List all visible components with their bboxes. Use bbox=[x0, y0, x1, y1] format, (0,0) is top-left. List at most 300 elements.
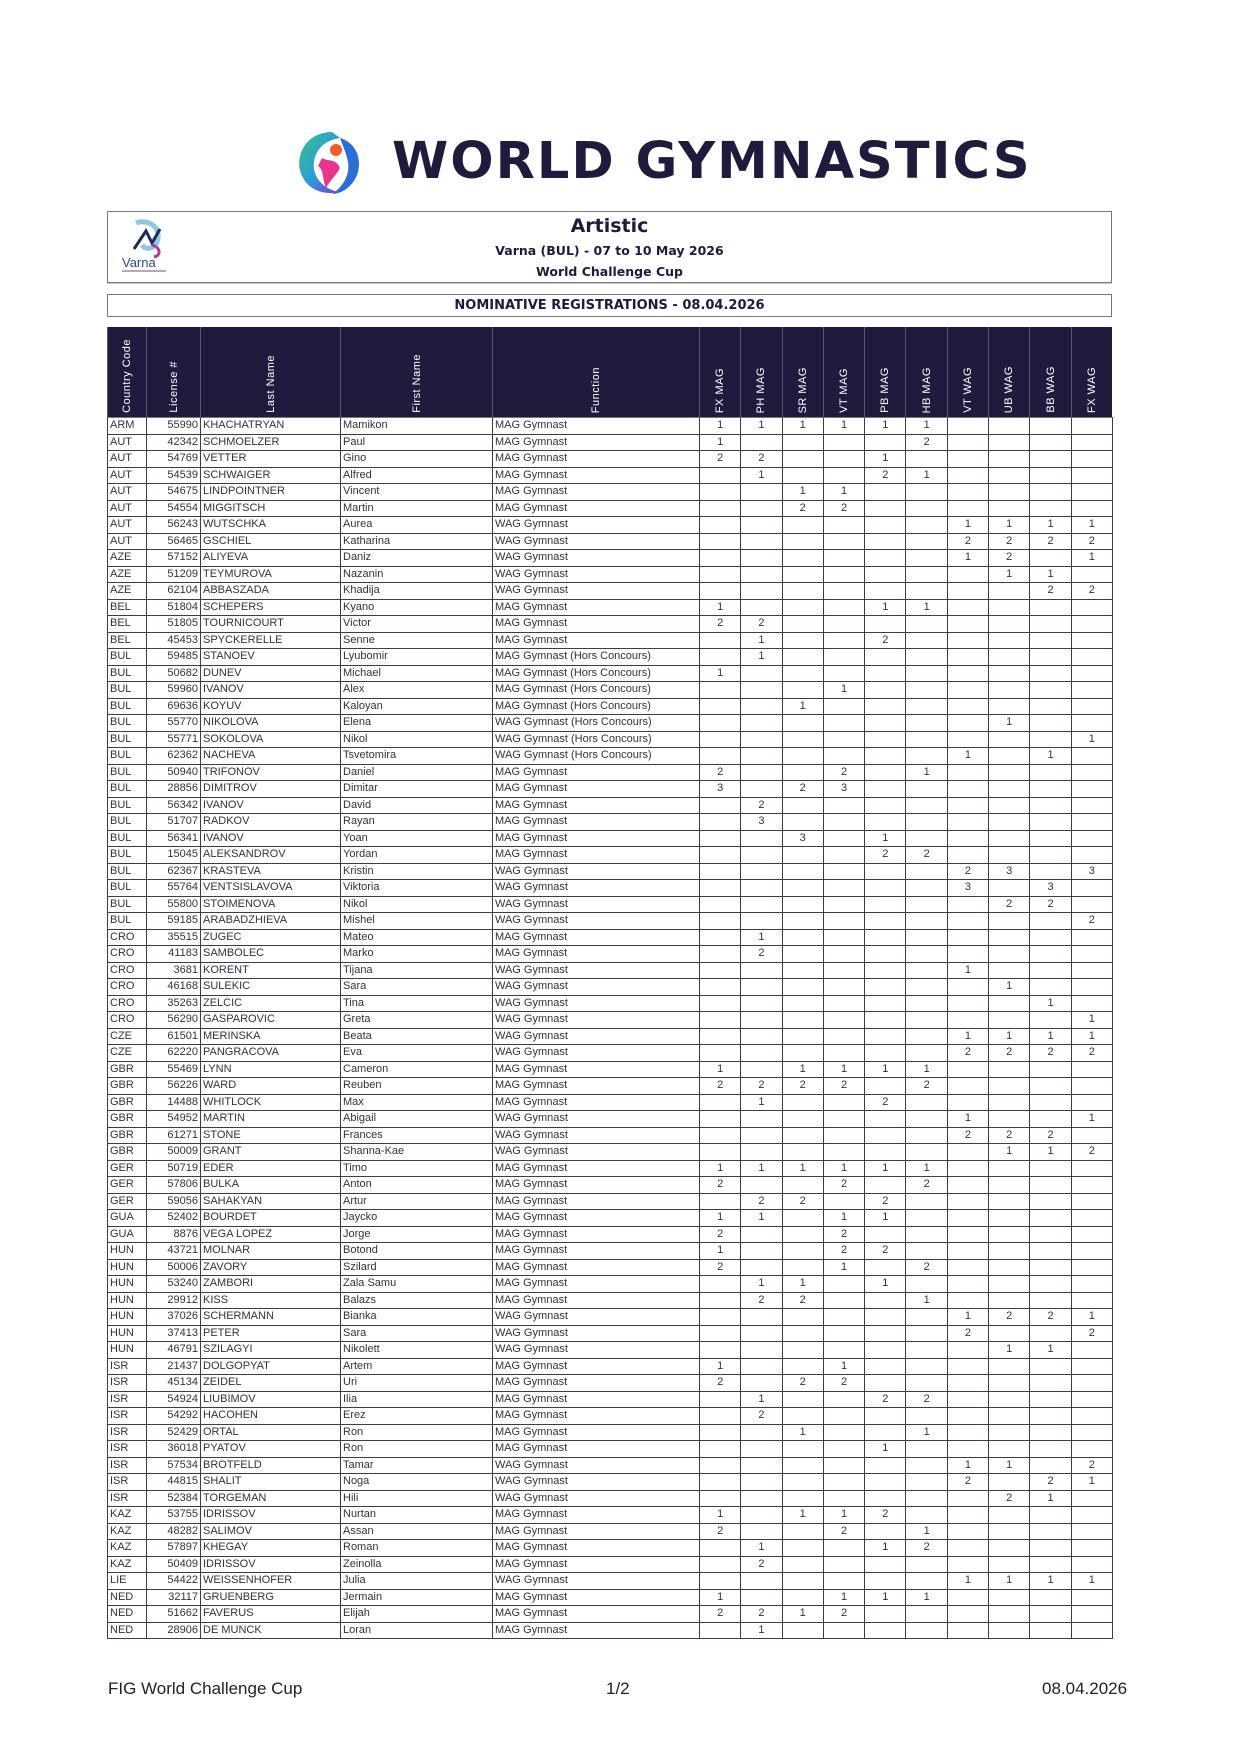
vt-wag-cell bbox=[947, 1342, 988, 1359]
fx-wag-cell: 1 bbox=[1071, 1309, 1112, 1326]
table-row bbox=[108, 632, 1113, 649]
ub-wag-cell bbox=[989, 1276, 1030, 1293]
column-header-label: UB WAG bbox=[1003, 365, 1016, 413]
country-code-cell: HUN bbox=[108, 1309, 147, 1326]
vt-wag-cell: 1 bbox=[947, 517, 988, 534]
license-cell: 53755 bbox=[147, 1507, 201, 1524]
ub-wag-cell bbox=[989, 682, 1030, 699]
fx-mag-cell: 1 bbox=[700, 1243, 741, 1260]
first-name-cell: Hili bbox=[341, 1490, 493, 1507]
vt-mag-cell: 1 bbox=[823, 1507, 864, 1524]
function-cell: MAG Gymnast bbox=[493, 1391, 700, 1408]
table-row bbox=[108, 682, 1113, 699]
ub-wag-cell bbox=[989, 434, 1030, 451]
function-cell: WAG Gymnast bbox=[493, 1309, 700, 1326]
function-cell: WAG Gymnast bbox=[493, 1045, 700, 1062]
vt-mag-cell bbox=[823, 1111, 864, 1128]
table-row bbox=[108, 830, 1113, 847]
license-cell: 8876 bbox=[147, 1226, 201, 1243]
last-name-cell: PETER bbox=[201, 1325, 341, 1342]
fx-mag-cell: 2 bbox=[700, 1177, 741, 1194]
column-header-label: Function bbox=[590, 366, 602, 413]
ub-wag-cell: 2 bbox=[989, 1490, 1030, 1507]
country-code-cell: GUA bbox=[108, 1210, 147, 1227]
last-name-cell: SHALIT bbox=[201, 1474, 341, 1491]
country-code-cell: GBR bbox=[108, 1127, 147, 1144]
license-cell: 54769 bbox=[147, 451, 201, 468]
column-header-label: FX WAG bbox=[1086, 367, 1099, 413]
last-name-cell: ARABADZHIEVA bbox=[201, 913, 341, 930]
country-code-cell: GER bbox=[108, 1193, 147, 1210]
first-name-cell: Senne bbox=[341, 632, 493, 649]
fx-wag-cell: 2 bbox=[1071, 1325, 1112, 1342]
column-header-country-code bbox=[108, 327, 147, 418]
sr-mag-cell bbox=[782, 1342, 823, 1359]
page-number: 1/2 bbox=[606, 1679, 630, 1698]
sr-mag-cell bbox=[782, 814, 823, 831]
license-cell: 36018 bbox=[147, 1441, 201, 1458]
pb-mag-cell bbox=[865, 616, 906, 633]
ub-wag-cell bbox=[989, 649, 1030, 666]
pb-mag-cell bbox=[865, 1474, 906, 1491]
function-cell: WAG Gymnast (Hors Concours) bbox=[493, 748, 700, 765]
ph-mag-cell bbox=[741, 1226, 782, 1243]
first-name-cell: Kristin bbox=[341, 863, 493, 880]
ph-mag-cell bbox=[741, 1490, 782, 1507]
vt-mag-cell bbox=[823, 451, 864, 468]
column-header-label: BB WAG bbox=[1044, 366, 1057, 413]
last-name-cell: NACHEVA bbox=[201, 748, 341, 765]
first-name-cell: Paul bbox=[341, 434, 493, 451]
fx-wag-cell bbox=[1071, 1177, 1112, 1194]
bb-wag-cell: 2 bbox=[1030, 1309, 1071, 1326]
last-name-cell: ABBASZADA bbox=[201, 583, 341, 600]
fx-mag-cell bbox=[700, 1144, 741, 1161]
license-cell: 50409 bbox=[147, 1556, 201, 1573]
ub-wag-cell: 1 bbox=[989, 1342, 1030, 1359]
hb-mag-cell: 1 bbox=[906, 1523, 947, 1540]
table-row bbox=[108, 616, 1113, 633]
pb-mag-cell: 1 bbox=[865, 599, 906, 616]
vt-mag-cell bbox=[823, 1556, 864, 1573]
hb-mag-cell: 1 bbox=[906, 599, 947, 616]
column-header-fx-mag bbox=[700, 327, 741, 418]
sr-mag-cell bbox=[782, 1523, 823, 1540]
last-name-cell: MIGGITSCH bbox=[201, 500, 341, 517]
country-code-cell: BUL bbox=[108, 731, 147, 748]
fx-mag-cell bbox=[700, 533, 741, 550]
last-name-cell: GRUENBERG bbox=[201, 1589, 341, 1606]
country-code-cell: GER bbox=[108, 1177, 147, 1194]
fx-mag-cell bbox=[700, 1094, 741, 1111]
license-cell: 37413 bbox=[147, 1325, 201, 1342]
ph-mag-cell bbox=[741, 847, 782, 864]
function-cell: WAG Gymnast bbox=[493, 863, 700, 880]
hb-mag-cell bbox=[906, 517, 947, 534]
function-cell: MAG Gymnast bbox=[493, 764, 700, 781]
table-row bbox=[108, 1210, 1113, 1227]
vt-mag-cell bbox=[823, 1457, 864, 1474]
country-code-cell: GBR bbox=[108, 1094, 147, 1111]
function-cell: WAG Gymnast bbox=[493, 1325, 700, 1342]
vt-wag-cell bbox=[947, 1160, 988, 1177]
ph-mag-cell bbox=[741, 1441, 782, 1458]
fx-wag-cell bbox=[1071, 814, 1112, 831]
hb-mag-cell bbox=[906, 533, 947, 550]
table-row bbox=[108, 418, 1113, 435]
fx-mag-cell: 3 bbox=[700, 781, 741, 798]
sr-mag-cell bbox=[782, 1573, 823, 1590]
vt-wag-cell bbox=[947, 1061, 988, 1078]
country-code-cell: CRO bbox=[108, 979, 147, 996]
vt-wag-cell bbox=[947, 929, 988, 946]
table-row bbox=[108, 1193, 1113, 1210]
vt-mag-cell bbox=[823, 1540, 864, 1557]
vt-mag-cell bbox=[823, 1292, 864, 1309]
country-code-cell: BUL bbox=[108, 814, 147, 831]
vt-mag-cell: 2 bbox=[823, 764, 864, 781]
vt-mag-cell bbox=[823, 1408, 864, 1425]
brand-name: WORLD GYMNASTICS bbox=[392, 132, 1032, 191]
table-row bbox=[108, 1028, 1113, 1045]
column-header-label: FX MAG bbox=[714, 367, 727, 413]
fx-mag-cell bbox=[700, 1573, 741, 1590]
hb-mag-cell bbox=[906, 896, 947, 913]
vt-wag-cell bbox=[947, 781, 988, 798]
last-name-cell: TOURNICOURT bbox=[201, 616, 341, 633]
fx-wag-cell bbox=[1071, 748, 1112, 765]
bb-wag-cell: 1 bbox=[1030, 517, 1071, 534]
sr-mag-cell: 2 bbox=[782, 1292, 823, 1309]
ub-wag-cell bbox=[989, 995, 1030, 1012]
bb-wag-cell bbox=[1030, 731, 1071, 748]
ph-mag-cell: 2 bbox=[741, 451, 782, 468]
function-cell: MAG Gymnast bbox=[493, 1193, 700, 1210]
country-code-cell: NED bbox=[108, 1622, 147, 1639]
function-cell: MAG Gymnast bbox=[493, 1589, 700, 1606]
vt-wag-cell bbox=[947, 1391, 988, 1408]
fx-wag-cell bbox=[1071, 500, 1112, 517]
sr-mag-cell bbox=[782, 1094, 823, 1111]
vt-wag-cell bbox=[947, 946, 988, 963]
ub-wag-cell bbox=[989, 1292, 1030, 1309]
sr-mag-cell: 1 bbox=[782, 1507, 823, 1524]
bb-wag-cell bbox=[1030, 500, 1071, 517]
pb-mag-cell bbox=[865, 1490, 906, 1507]
bb-wag-cell: 1 bbox=[1030, 1144, 1071, 1161]
table-row bbox=[108, 1375, 1113, 1392]
vt-mag-cell: 2 bbox=[823, 1243, 864, 1260]
ub-wag-cell bbox=[989, 1012, 1030, 1029]
last-name-cell: GASPAROVIC bbox=[201, 1012, 341, 1029]
bb-wag-cell bbox=[1030, 781, 1071, 798]
table-row bbox=[108, 748, 1113, 765]
country-code-cell: ISR bbox=[108, 1490, 147, 1507]
vt-wag-cell: 2 bbox=[947, 863, 988, 880]
vt-mag-cell bbox=[823, 533, 864, 550]
fx-mag-cell bbox=[700, 1556, 741, 1573]
license-cell: 56341 bbox=[147, 830, 201, 847]
sr-mag-cell bbox=[782, 1474, 823, 1491]
license-cell: 50719 bbox=[147, 1160, 201, 1177]
hb-mag-cell: 2 bbox=[906, 1391, 947, 1408]
function-cell: MAG Gymnast bbox=[493, 830, 700, 847]
ub-wag-cell bbox=[989, 1160, 1030, 1177]
hb-mag-cell bbox=[906, 451, 947, 468]
table-row bbox=[108, 1391, 1113, 1408]
column-header-label: VT MAG bbox=[838, 368, 851, 413]
vt-mag-cell bbox=[823, 434, 864, 451]
hb-mag-cell bbox=[906, 698, 947, 715]
fx-wag-cell bbox=[1071, 1259, 1112, 1276]
first-name-cell: Alfred bbox=[341, 467, 493, 484]
bb-wag-cell bbox=[1030, 434, 1071, 451]
license-cell: 56290 bbox=[147, 1012, 201, 1029]
bb-wag-cell bbox=[1030, 797, 1071, 814]
first-name-cell: Tina bbox=[341, 995, 493, 1012]
column-header-label: SR MAG bbox=[796, 366, 809, 413]
ph-mag-cell: 1 bbox=[741, 467, 782, 484]
country-code-cell: CRO bbox=[108, 929, 147, 946]
pb-mag-cell bbox=[865, 682, 906, 699]
ph-mag-cell: 2 bbox=[741, 616, 782, 633]
hb-mag-cell bbox=[906, 583, 947, 600]
country-code-cell: BUL bbox=[108, 847, 147, 864]
document-title: NOMINATIVE REGISTRATIONS - 08.04.2026 bbox=[107, 294, 1112, 317]
ub-wag-cell: 3 bbox=[989, 863, 1030, 880]
vt-mag-cell: 2 bbox=[823, 1375, 864, 1392]
fx-wag-cell bbox=[1071, 1243, 1112, 1260]
fx-wag-cell bbox=[1071, 995, 1112, 1012]
ub-wag-cell bbox=[989, 632, 1030, 649]
function-cell: MAG Gymnast bbox=[493, 1177, 700, 1194]
ub-wag-cell bbox=[989, 451, 1030, 468]
vt-wag-cell bbox=[947, 451, 988, 468]
fx-mag-cell bbox=[700, 1045, 741, 1062]
first-name-cell: Nikolett bbox=[341, 1342, 493, 1359]
fx-wag-cell bbox=[1071, 632, 1112, 649]
table-row bbox=[108, 880, 1113, 897]
fx-mag-cell bbox=[700, 550, 741, 567]
license-cell: 54952 bbox=[147, 1111, 201, 1128]
bb-wag-cell bbox=[1030, 1061, 1071, 1078]
hb-mag-cell: 1 bbox=[906, 764, 947, 781]
fx-wag-cell bbox=[1071, 566, 1112, 583]
function-cell: MAG Gymnast bbox=[493, 1243, 700, 1260]
pb-mag-cell bbox=[865, 715, 906, 732]
hb-mag-cell bbox=[906, 484, 947, 501]
bb-wag-cell: 1 bbox=[1030, 1573, 1071, 1590]
fx-wag-cell bbox=[1071, 616, 1112, 633]
vt-wag-cell bbox=[947, 632, 988, 649]
hb-mag-cell bbox=[906, 962, 947, 979]
hb-mag-cell: 1 bbox=[906, 1160, 947, 1177]
country-code-cell: BUL bbox=[108, 797, 147, 814]
first-name-cell: Michael bbox=[341, 665, 493, 682]
table-row bbox=[108, 1556, 1113, 1573]
hb-mag-cell bbox=[906, 649, 947, 666]
fx-mag-cell: 1 bbox=[700, 1589, 741, 1606]
fx-mag-cell bbox=[700, 863, 741, 880]
first-name-cell: Mateo bbox=[341, 929, 493, 946]
function-cell: WAG Gymnast bbox=[493, 1012, 700, 1029]
ub-wag-cell: 1 bbox=[989, 1028, 1030, 1045]
license-cell: 14488 bbox=[147, 1094, 201, 1111]
pb-mag-cell bbox=[865, 1375, 906, 1392]
country-code-cell: AUT bbox=[108, 500, 147, 517]
first-name-cell: Daniz bbox=[341, 550, 493, 567]
vt-mag-cell: 1 bbox=[823, 682, 864, 699]
license-cell: 59485 bbox=[147, 649, 201, 666]
country-code-cell: GBR bbox=[108, 1144, 147, 1161]
table-row bbox=[108, 1573, 1113, 1590]
license-cell: 42342 bbox=[147, 434, 201, 451]
table-row bbox=[108, 467, 1113, 484]
bb-wag-cell bbox=[1030, 1523, 1071, 1540]
fx-wag-cell bbox=[1071, 946, 1112, 963]
ph-mag-cell: 1 bbox=[741, 1210, 782, 1227]
table-row bbox=[108, 1144, 1113, 1161]
pb-mag-cell bbox=[865, 1325, 906, 1342]
ph-mag-cell: 2 bbox=[741, 1292, 782, 1309]
license-cell: 62367 bbox=[147, 863, 201, 880]
vt-mag-cell: 1 bbox=[823, 1160, 864, 1177]
fx-mag-cell bbox=[700, 1391, 741, 1408]
last-name-cell: IVANOV bbox=[201, 682, 341, 699]
bb-wag-cell bbox=[1030, 814, 1071, 831]
ph-mag-cell: 2 bbox=[741, 1408, 782, 1425]
vt-wag-cell bbox=[947, 995, 988, 1012]
country-code-cell: AUT bbox=[108, 533, 147, 550]
vt-wag-cell bbox=[947, 1226, 988, 1243]
pb-mag-cell: 1 bbox=[865, 451, 906, 468]
pb-mag-cell bbox=[865, 517, 906, 534]
last-name-cell: WEISSENHOFER bbox=[201, 1573, 341, 1590]
fx-wag-cell bbox=[1071, 715, 1112, 732]
hb-mag-cell bbox=[906, 814, 947, 831]
fx-mag-cell bbox=[700, 880, 741, 897]
vt-mag-cell bbox=[823, 1193, 864, 1210]
first-name-cell: Gino bbox=[341, 451, 493, 468]
fx-wag-cell: 1 bbox=[1071, 1573, 1112, 1590]
column-header-vt-wag bbox=[947, 327, 988, 418]
bb-wag-cell bbox=[1030, 1276, 1071, 1293]
country-code-cell: ISR bbox=[108, 1408, 147, 1425]
function-cell: MAG Gymnast bbox=[493, 451, 700, 468]
country-code-cell: ARM bbox=[108, 418, 147, 435]
sr-mag-cell: 1 bbox=[782, 418, 823, 435]
function-cell: MAG Gymnast bbox=[493, 946, 700, 963]
last-name-cell: PYATOV bbox=[201, 1441, 341, 1458]
function-cell: MAG Gymnast bbox=[493, 1259, 700, 1276]
vt-wag-cell: 1 bbox=[947, 748, 988, 765]
last-name-cell: VETTER bbox=[201, 451, 341, 468]
last-name-cell: SAHAKYAN bbox=[201, 1193, 341, 1210]
table-row bbox=[108, 896, 1113, 913]
vt-wag-cell bbox=[947, 1589, 988, 1606]
country-code-cell: ISR bbox=[108, 1375, 147, 1392]
fx-mag-cell bbox=[700, 566, 741, 583]
license-cell: 54422 bbox=[147, 1573, 201, 1590]
fx-wag-cell: 1 bbox=[1071, 1028, 1112, 1045]
vt-mag-cell bbox=[823, 1441, 864, 1458]
first-name-cell: Erez bbox=[341, 1408, 493, 1425]
country-code-cell: BEL bbox=[108, 632, 147, 649]
sr-mag-cell: 2 bbox=[782, 500, 823, 517]
sr-mag-cell bbox=[782, 1540, 823, 1557]
table-row bbox=[108, 995, 1113, 1012]
ph-mag-cell bbox=[741, 1309, 782, 1326]
vt-mag-cell bbox=[823, 748, 864, 765]
bb-wag-cell bbox=[1030, 1243, 1071, 1260]
hb-mag-cell bbox=[906, 500, 947, 517]
ub-wag-cell: 1 bbox=[989, 715, 1030, 732]
ph-mag-cell bbox=[741, 880, 782, 897]
country-code-cell: BUL bbox=[108, 682, 147, 699]
sr-mag-cell bbox=[782, 797, 823, 814]
license-cell: 29912 bbox=[147, 1292, 201, 1309]
first-name-cell: Botond bbox=[341, 1243, 493, 1260]
pb-mag-cell bbox=[865, 1523, 906, 1540]
country-code-cell: CRO bbox=[108, 1012, 147, 1029]
hb-mag-cell bbox=[906, 880, 947, 897]
last-name-cell: BOURDET bbox=[201, 1210, 341, 1227]
hb-mag-cell bbox=[906, 1408, 947, 1425]
ub-wag-cell bbox=[989, 781, 1030, 798]
function-cell: WAG Gymnast bbox=[493, 979, 700, 996]
ph-mag-cell bbox=[741, 781, 782, 798]
bb-wag-cell bbox=[1030, 847, 1071, 864]
fx-mag-cell bbox=[700, 484, 741, 501]
first-name-cell: Aurea bbox=[341, 517, 493, 534]
bb-wag-cell bbox=[1030, 1408, 1071, 1425]
table-row bbox=[108, 1358, 1113, 1375]
sr-mag-cell bbox=[782, 1127, 823, 1144]
function-cell: MAG Gymnast bbox=[493, 484, 700, 501]
ph-mag-cell bbox=[741, 665, 782, 682]
fx-wag-cell bbox=[1071, 665, 1112, 682]
vt-wag-cell bbox=[947, 698, 988, 715]
country-code-cell: BUL bbox=[108, 665, 147, 682]
country-code-cell: ISR bbox=[108, 1441, 147, 1458]
country-code-cell: BUL bbox=[108, 863, 147, 880]
column-header-label: Last Name bbox=[264, 355, 277, 413]
vt-mag-cell bbox=[823, 1012, 864, 1029]
sr-mag-cell bbox=[782, 731, 823, 748]
table-row bbox=[108, 1424, 1113, 1441]
first-name-cell: Jorge bbox=[341, 1226, 493, 1243]
sr-mag-cell: 1 bbox=[782, 1061, 823, 1078]
last-name-cell: BROTFELD bbox=[201, 1457, 341, 1474]
bb-wag-cell: 2 bbox=[1030, 1474, 1071, 1491]
table-row bbox=[108, 929, 1113, 946]
ub-wag-cell bbox=[989, 583, 1030, 600]
column-header-function bbox=[493, 327, 700, 418]
country-code-cell: BUL bbox=[108, 913, 147, 930]
last-name-cell: TEYMUROVA bbox=[201, 566, 341, 583]
table-row bbox=[108, 1342, 1113, 1359]
ub-wag-cell bbox=[989, 1408, 1030, 1425]
fx-mag-cell bbox=[700, 1457, 741, 1474]
sr-mag-cell bbox=[782, 1259, 823, 1276]
first-name-cell: Nikol bbox=[341, 896, 493, 913]
pb-mag-cell: 1 bbox=[865, 418, 906, 435]
pb-mag-cell bbox=[865, 1556, 906, 1573]
vt-wag-cell: 2 bbox=[947, 1474, 988, 1491]
bb-wag-cell bbox=[1030, 1226, 1071, 1243]
vt-wag-cell bbox=[947, 847, 988, 864]
vt-mag-cell bbox=[823, 1325, 864, 1342]
